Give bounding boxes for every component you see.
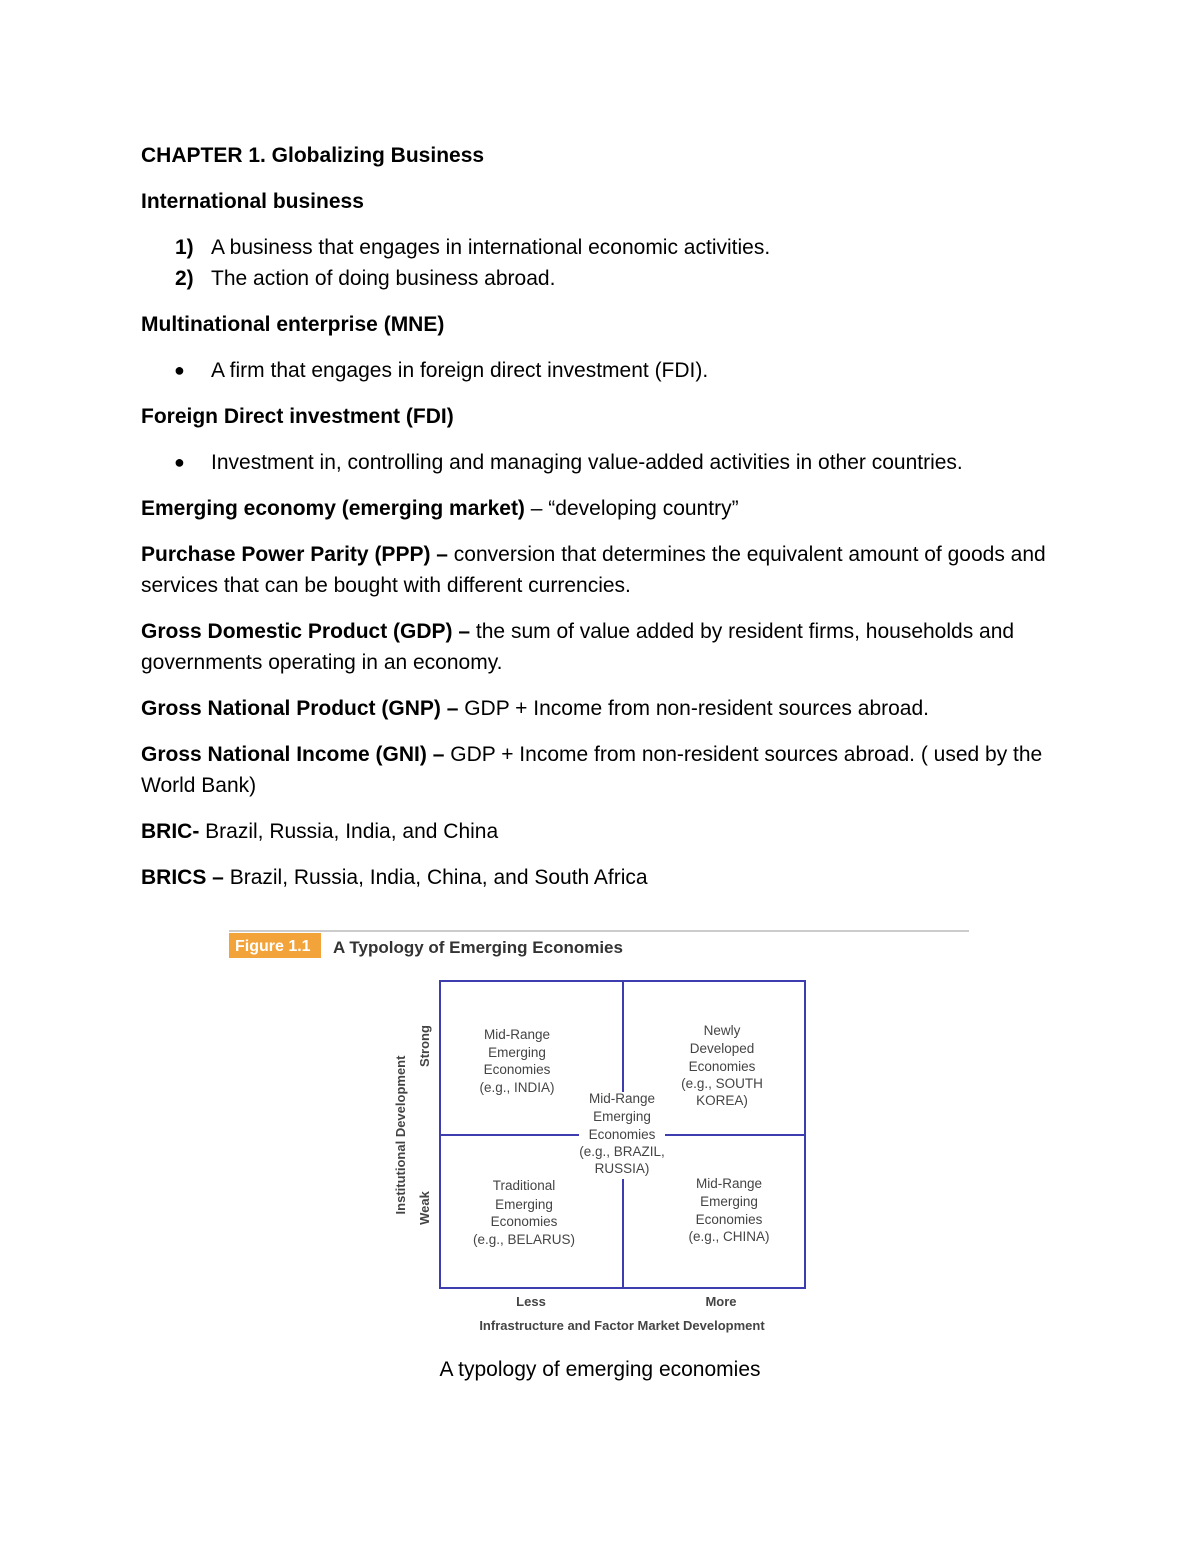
intl-business-list xyxy=(141,232,1061,294)
quadrant-bottom-left-line: (e.g., BELARUS) xyxy=(472,1232,576,1247)
bullet-icon: ● xyxy=(174,360,185,380)
quadrant-top-left-line: (e.g., INDIA) xyxy=(479,1080,555,1095)
quadrant-bottom-left-line: Emerging xyxy=(495,1197,553,1212)
quadrant-bottom-left-line: Economies xyxy=(490,1214,558,1229)
chapter-title: CHAPTER 1. Globalizing Business xyxy=(141,144,485,167)
document-body xyxy=(141,140,1061,908)
quadrant-center-line: RUSSIA) xyxy=(594,1161,650,1176)
quadrant-bottom-right-line: Mid-Range xyxy=(695,1176,763,1191)
quadrant-bottom-right-line: (e.g., CHINA) xyxy=(688,1229,770,1244)
quadrant-top-right-line: KOREA) xyxy=(696,1093,748,1108)
x-more-label: More xyxy=(705,1294,737,1309)
intl-business-heading: International business xyxy=(141,190,364,213)
x-less-label: Less xyxy=(516,1294,546,1309)
quadrant-top-right-line: Newly xyxy=(703,1023,741,1038)
list-item: 1) A business that engages in international economic activities. xyxy=(175,236,771,259)
figure-caption: A typology of emerging economies xyxy=(439,1358,761,1381)
bric-definition: BRIC- Brazil, Russia, India, and China xyxy=(141,820,499,843)
brics-definition: BRICS – Brazil, Russia, India, China, and South Africa xyxy=(141,866,648,889)
gnp-definition: Gross National Product (GNP) – GDP + Income from non-resident sources abroad. xyxy=(141,697,929,720)
list-item: ● Investment in, controlling and managing value-added activities in other countries. xyxy=(141,447,1061,478)
fdi-heading: Foreign Direct investment (FDI) xyxy=(141,405,454,428)
typology-diagram xyxy=(229,929,969,1339)
list-item: ● A firm that engages in foreign direct investment (FDI). xyxy=(141,355,1061,386)
y-axis-label: Institutional Development xyxy=(393,1055,408,1215)
gdp-definition: Gross Domestic Product (GDP) – the sum of value added by resident firms, households and governments operating in an economy. xyxy=(141,620,1015,674)
fdi-list xyxy=(141,447,1061,478)
list-item: 2) The action of doing business abroad. xyxy=(175,267,556,290)
quadrant-top-left-line: Economies xyxy=(483,1062,551,1077)
quadrant-bottom-right-line: Economies xyxy=(695,1212,763,1227)
quadrant-top-left-line: Emerging xyxy=(488,1045,546,1060)
y-weak-label: Weak xyxy=(417,1191,432,1225)
quadrant-top-right-line: (e.g., SOUTH xyxy=(681,1076,763,1091)
x-axis-label: Infrastructure and Factor Market Development xyxy=(479,1318,765,1333)
quadrant-center-line: (e.g., BRAZIL, xyxy=(579,1144,665,1159)
emerging-definition: Emerging economy (emerging market) – “developing country” xyxy=(141,497,739,520)
quadrant-center-line: Economies xyxy=(588,1127,656,1142)
quadrant-center-line: Mid-Range xyxy=(588,1091,656,1106)
mne-list xyxy=(141,355,1061,386)
figure-label: Figure 1.1 xyxy=(235,938,311,955)
quadrant-bottom-left-line: Traditional xyxy=(492,1178,556,1193)
bullet-icon: ● xyxy=(174,452,185,472)
quadrant-bottom-right-line: Emerging xyxy=(700,1194,758,1209)
gni-definition: Gross National Income (GNI) – GDP + Income from non-resident sources abroad. ( used by the World Bank) xyxy=(141,743,1043,797)
typology-figure xyxy=(229,929,969,1339)
quadrant-center-line: Emerging xyxy=(593,1109,651,1124)
quadrant-top-right-line: Developed xyxy=(689,1041,755,1056)
ppp-definition: Purchase Power Parity (PPP) – conversion that determines the equivalent amount of goods and services that can be bought with different currencies. xyxy=(141,543,1046,597)
figure-title: A Typology of Emerging Economies xyxy=(333,938,623,957)
mne-heading: Multinational enterprise (MNE) xyxy=(141,313,445,336)
quadrant-top-left-line: Mid-Range xyxy=(483,1027,551,1042)
y-strong-label: Strong xyxy=(417,1025,432,1067)
quadrant-top-right-line: Economies xyxy=(688,1059,756,1074)
